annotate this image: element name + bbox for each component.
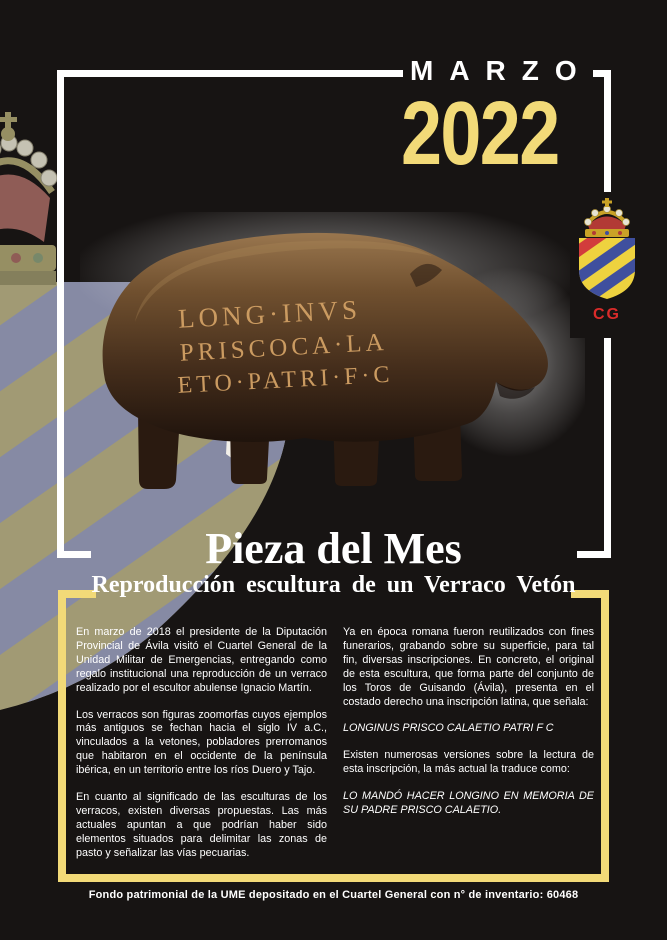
page-title: Pieza del Mes: [205, 524, 462, 573]
watermark-crown: [0, 112, 57, 285]
header-year: 2022: [401, 84, 559, 184]
svg-text:ETO·PATRI·F·C: ETO·PATRI·F·C: [176, 361, 395, 399]
cg-crest: [570, 192, 644, 338]
footer-inventory-note: Fondo patrimonial de la UME depositado en el Cuartel General con n° de inventario: 60468: [88, 889, 579, 901]
inscription-translation: LO MANDÓ HACER LONGINO EN MEMORIA DE SU PADRE PRISCO CALAETIO.: [343, 790, 594, 817]
white-frame-right-lower: [604, 334, 611, 558]
white-frame-right-upper: [604, 70, 611, 196]
yellow-frame-bottom: [58, 874, 609, 882]
article-right-column: [343, 626, 594, 874]
paragraph: En cuanto al significado de las esculturas de los verracos, existen diversas propuestas. Las más actuales apuntan a que podrían haber sido elementos situados para delimitar las zonas de pasto y señalizar las vías pecuarias.: [76, 791, 327, 859]
paragraph: Existen numerosas versiones sobre la lectura de esta inscripción, la más actual la traduce como:: [343, 749, 594, 776]
article-columns: [76, 626, 594, 874]
cg-label: CG: [593, 306, 621, 323]
yellow-frame-left: [58, 590, 66, 882]
paragraph: Ya en época romana fueron reutilizados con fines funerarios, grabando sobre su superficie, para tal fin, diversas inscripciones. En concreto, el original de esta escultura, que forma parte del conjunto de los Toros de Guisando (Ávila), presenta en el costado derecho una inscripción latina, que señala:: [343, 626, 594, 708]
article-left-column: [76, 626, 327, 874]
cg-crest-icon: [569, 192, 645, 304]
svg-text:PRISCOCA·LA: PRISCOCA·LA: [179, 328, 389, 367]
latin-inscription-text: LONGINUS PRISCO CALAETIO PATRI F C: [343, 722, 554, 735]
white-frame-left: [57, 70, 64, 558]
paragraph: Los verracos son figuras zoomorfas cuyos ejemplos más antiguos se fechan hacia el siglo IV a.C., vinculados a la vetones, pobladores prerromanos que habitaron en el occidente de la península ibérica, en un territorio entre los ríos Duero y Tajo.: [76, 708, 327, 777]
paragraph: En marzo de 2018 el presidente de la Diputación Provincial de Ávila visitó el Cuartel General de la Unidad Militar de Emergencias, entregando como regalo institucional una reproducción de un verraco realizado por el escultor abulense Ignacio Martín.: [76, 626, 327, 694]
white-frame-top: [57, 70, 403, 77]
page-subtitle: Reproducción escultura de un Verraco Vetón: [91, 572, 576, 598]
verraco-photo: [80, 212, 585, 502]
header-month: MARZO: [410, 55, 593, 86]
svg-text:LONG·INVS: LONG·INVS: [177, 294, 362, 334]
yellow-frame-right: [601, 590, 609, 882]
